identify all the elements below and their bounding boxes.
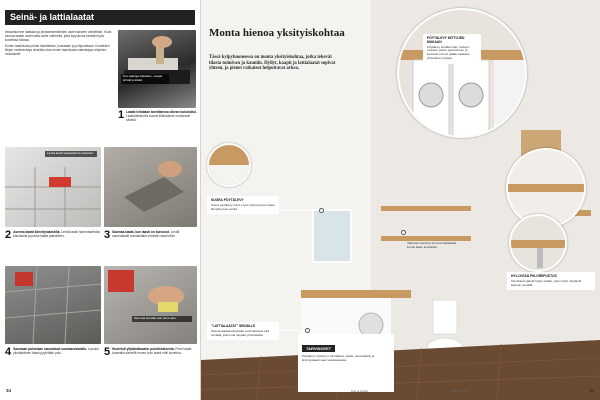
page-number-left: 34 [6, 388, 12, 393]
callout-text: Pöytälevy tehdään tilan mittojen mukaan, jolloin pesukoneen ja kuivausrummun päälle saadaan yhtenäinen työtaso. [427, 44, 470, 60]
detail-circle-bracket [509, 214, 567, 272]
step-3 [104, 230, 197, 240]
step-heading: Laatat leikataan tarvittaessa oikean kokoisiksi. [126, 110, 197, 114]
callout-title: HYLLYISSÄ PIILOREPUSTUS [511, 274, 557, 278]
photo-tile-cutting [118, 30, 196, 108]
step-4 [5, 347, 101, 357]
step-number: 5 [104, 346, 111, 358]
step-number: 4 [5, 346, 12, 358]
washer-illustration [399, 10, 527, 138]
step-1 [118, 110, 198, 122]
intro-paragraph: Ilmaantumme laattaan ja pintavesieristeiden asennukseen vaiheittain. Kuva seuraa laatan asennusta vaihe vaiheelta, jotta lopputulos kestää myös kosteissa tiloissa. [5, 30, 112, 43]
pointer-line [281, 330, 307, 331]
step-heading: Asenna laatat kiinnityslaastilla. [13, 230, 61, 234]
step-text: Levitä laasti hammastetulla kaukalolla ja paina laatat paikoilleen. [13, 230, 100, 238]
trowel-illustration [104, 147, 197, 227]
step-heading: Huolehdi ylijäämälaastin puhdistuksesta. [112, 347, 175, 351]
supplies-text: Pöytälevy, hyllylevyt, kiinnikkeet, laatat, saumalaasti ja kiinnityslaasti saat rautakaupasta. [302, 354, 375, 362]
tile-grid-illustration [5, 147, 101, 227]
floor-tiles-illustration [5, 266, 101, 344]
callout-text: Suora pöytälevy toimii myös hyllynä ja tuo tilaan lämpöä puun avulla. [211, 202, 275, 211]
article-headline: Monta hienoa yksityiskohtaa [209, 27, 345, 39]
intro-paragraph: Ennen laatoitusta pinnat tasoitetaan, kuivataan ja pohjustetaan. Kosteiden tilojen vedeneristys tehdään aina ennen laatoitusta valmistajan ohjeiden mukaisesti. [5, 44, 110, 57]
pointer-dot [401, 230, 406, 235]
callout-straight-top [207, 196, 279, 214]
photo-trowel [104, 147, 197, 227]
intro-text [5, 30, 115, 57]
callout-hidden-brackets [507, 272, 595, 290]
detail-circle-washer [397, 8, 527, 138]
middle-note: Valkoiset seinät ja tummat lattialaatat luovat tilaan kontrastia. [407, 241, 457, 249]
left-page [0, 0, 201, 400]
supplies-title: TARVIKKEET [302, 345, 335, 352]
step-number: 3 [104, 229, 111, 241]
step-text: Levitä saumalaasti kumilastalla vinottain saumoihin. [112, 230, 180, 238]
callout-title: PÖYTÄLEVY MITTOJEN MUKAAN [427, 36, 465, 44]
step-5 [104, 347, 197, 357]
pointer-dot [305, 328, 310, 333]
step-text: Lopuksi ylimääräinen laasti pyyhitään pois. [13, 347, 99, 355]
right-page [201, 0, 600, 400]
photo-caption: Saumaa kerralla vain pieni alue. [132, 316, 192, 322]
callout-countertop [423, 34, 481, 64]
step-text: Laattaleikkurilla suorat leikkaukset onnistuvat siististi. [126, 114, 190, 122]
step-2 [5, 230, 101, 240]
photo-grout-floor [5, 266, 101, 344]
callout-title: SUORA PÖYTÄLEVY [211, 198, 244, 202]
pointer-dot [319, 208, 324, 213]
footer-right: Kylpyhuone [451, 389, 467, 393]
step-heading: Saumaa laatat, kun laasti on kuivunut. [112, 230, 170, 234]
step-text: Pese laatat kostealla sienellä ennen kuin laasti ehtii kovettua. [112, 347, 192, 355]
tile-cutter-illustration [118, 30, 196, 108]
callout-text: Samaa laattaa käytetään sekä lattiassa että seinällä, jolloin tila näyttää yhtenäiseltä. [211, 328, 270, 337]
article-lede: Tässä kylpyhuoneessa on monta yksityiskohtaa, jotka tekevät tilasta toimivan ja kauniin. Hyllyt, kaapit ja lattialaatat sopivat yhteen, ja pienet ratkaisut helpottavat arkea. [209, 55, 336, 71]
supplies-box [298, 334, 394, 392]
callout-floor-tiles-wall [207, 322, 279, 340]
step-number: 1 [118, 109, 125, 121]
step-heading: Saumaan painetaan saumalasti saumauslastalla. [13, 347, 87, 351]
photo-cleaning [104, 266, 197, 344]
callout-title: "LATTIALAATAT" SEINÄLLE [211, 324, 256, 328]
callout-text: Kiinnikkeet jäävät hyllyn sisään, joten hyllyt näyttävät leijuvan seinällä. [511, 278, 582, 287]
pointer-line [281, 210, 321, 211]
section-title: Seinä- ja lattialaatat [5, 10, 195, 25]
step-number: 2 [5, 229, 12, 241]
footer-left: Koti ja keittiö [351, 389, 369, 393]
sponge-illustration [104, 266, 197, 344]
photo-tile-laying [5, 147, 101, 227]
photo-caption: Kun laattoja leikataan, suojaa silmät ja kädet. [121, 74, 169, 84]
photo-caption: Levitä laasti tasaiseksi kerrokseksi. [45, 151, 97, 157]
page-number-right: 35 [588, 388, 594, 393]
detail-circle-wood [207, 143, 251, 187]
